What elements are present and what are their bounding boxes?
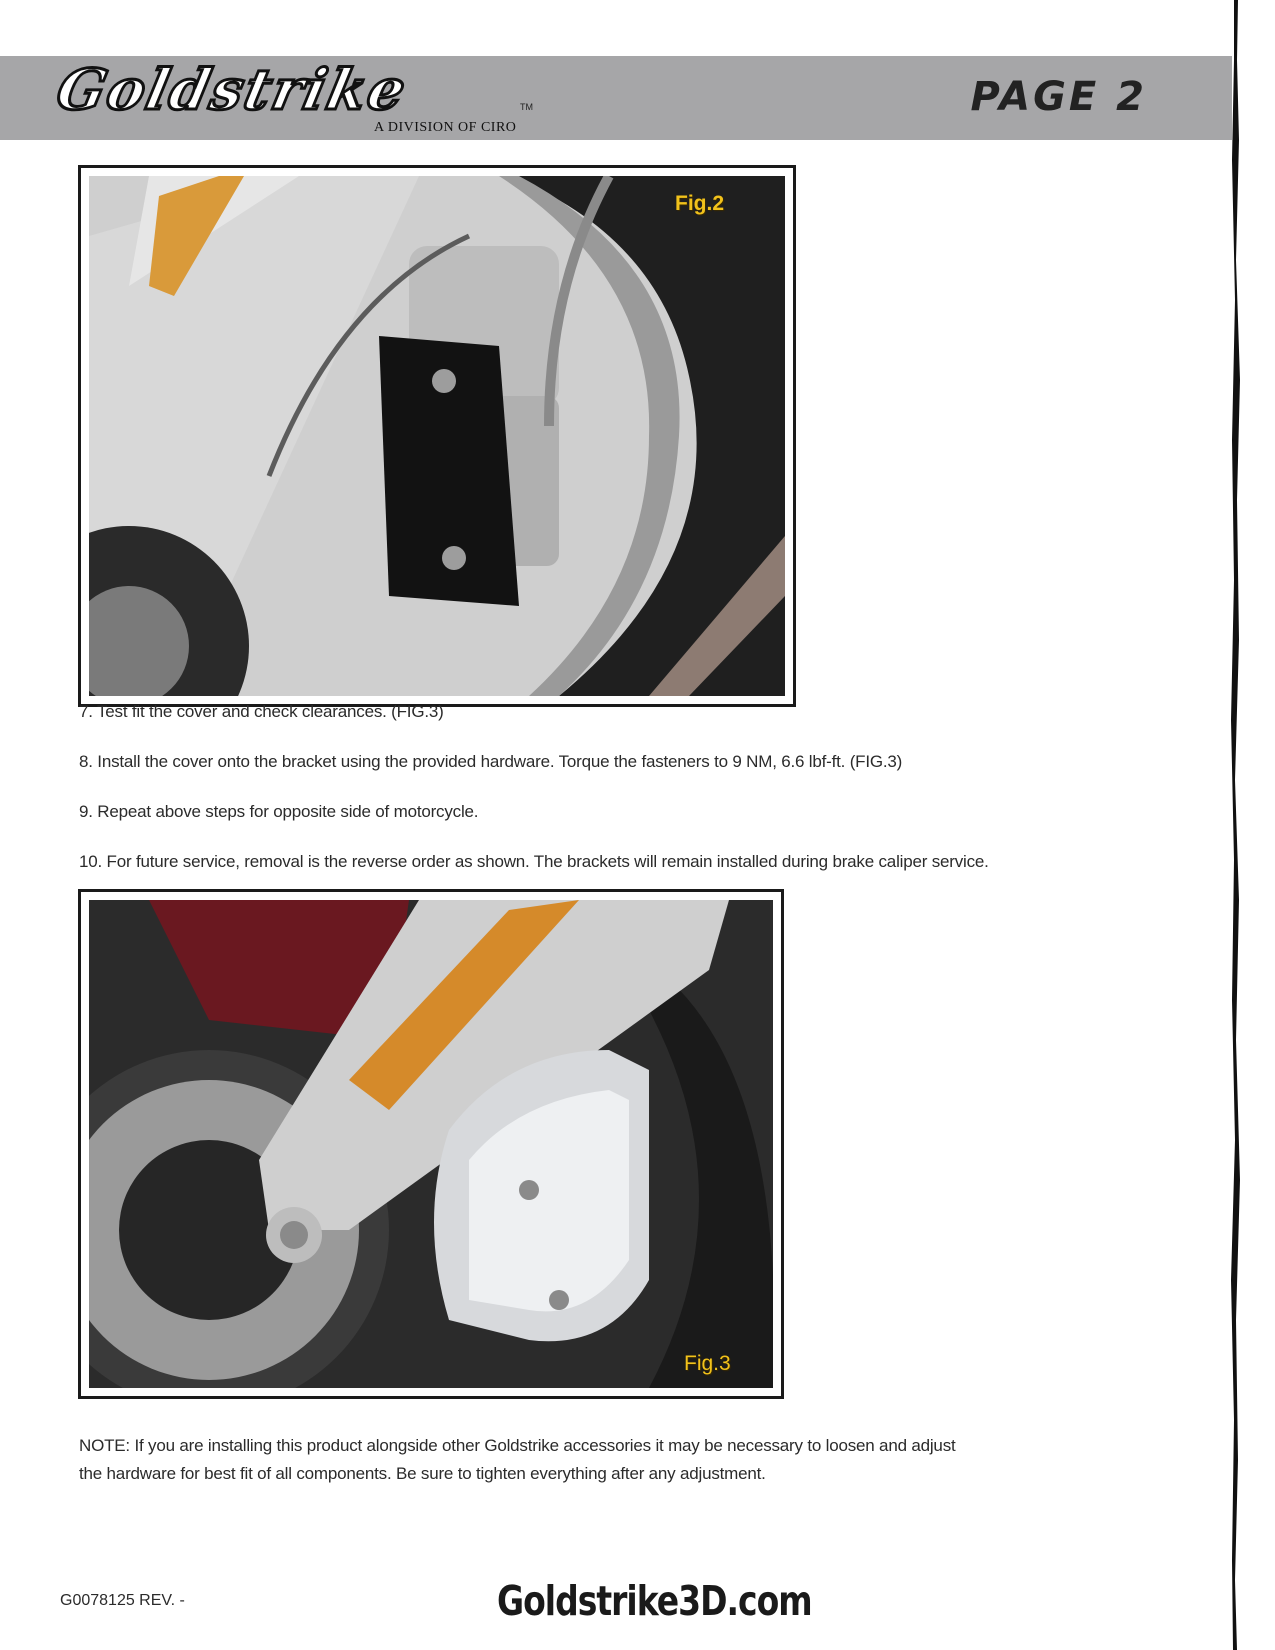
brand-logo: [50, 57, 533, 138]
figure-2-label: Fig.2: [675, 192, 725, 215]
step-7: 7. Test fit the cover and check clearances. (FIG.3): [79, 702, 444, 721]
installation-note: NOTE: If you are installing this product alongside other Goldstrike accessories it may be necessary to loosen and adjust the hardware for best fit of all components. Be sure to tighten everything after any adjustment.: [79, 1436, 956, 1483]
figure-3-label: Fig.3: [684, 1352, 731, 1375]
logo-division: A DIVISION OF CIRO: [374, 120, 517, 135]
page-number: PAGE 2: [970, 74, 1147, 120]
step-9: 9. Repeat above steps for opposite side of motorcycle.: [79, 802, 479, 821]
figure-3-photo: [89, 900, 773, 1388]
step-8: 8. Install the cover onto the bracket using the provided hardware. Torque the fasteners to 9 NM, 6.6 lbf-ft. (FIG.3): [79, 752, 903, 771]
website-link[interactable]: Goldstrike3D.com: [497, 1576, 812, 1625]
torn-edge-decoration: [1226, 0, 1246, 1650]
logo-trademark: TM: [520, 102, 533, 112]
figure-2-photo: [89, 176, 785, 696]
figure-3: [78, 889, 784, 1399]
logo-wordmark: Goldstrike: [50, 57, 414, 123]
part-code: G0078125 REV. -: [60, 1592, 185, 1609]
step-10: 10. For future service, removal is the reverse order as shown. The brackets will remain installed during brake caliper service.: [79, 852, 989, 871]
figure-2: [78, 165, 796, 707]
